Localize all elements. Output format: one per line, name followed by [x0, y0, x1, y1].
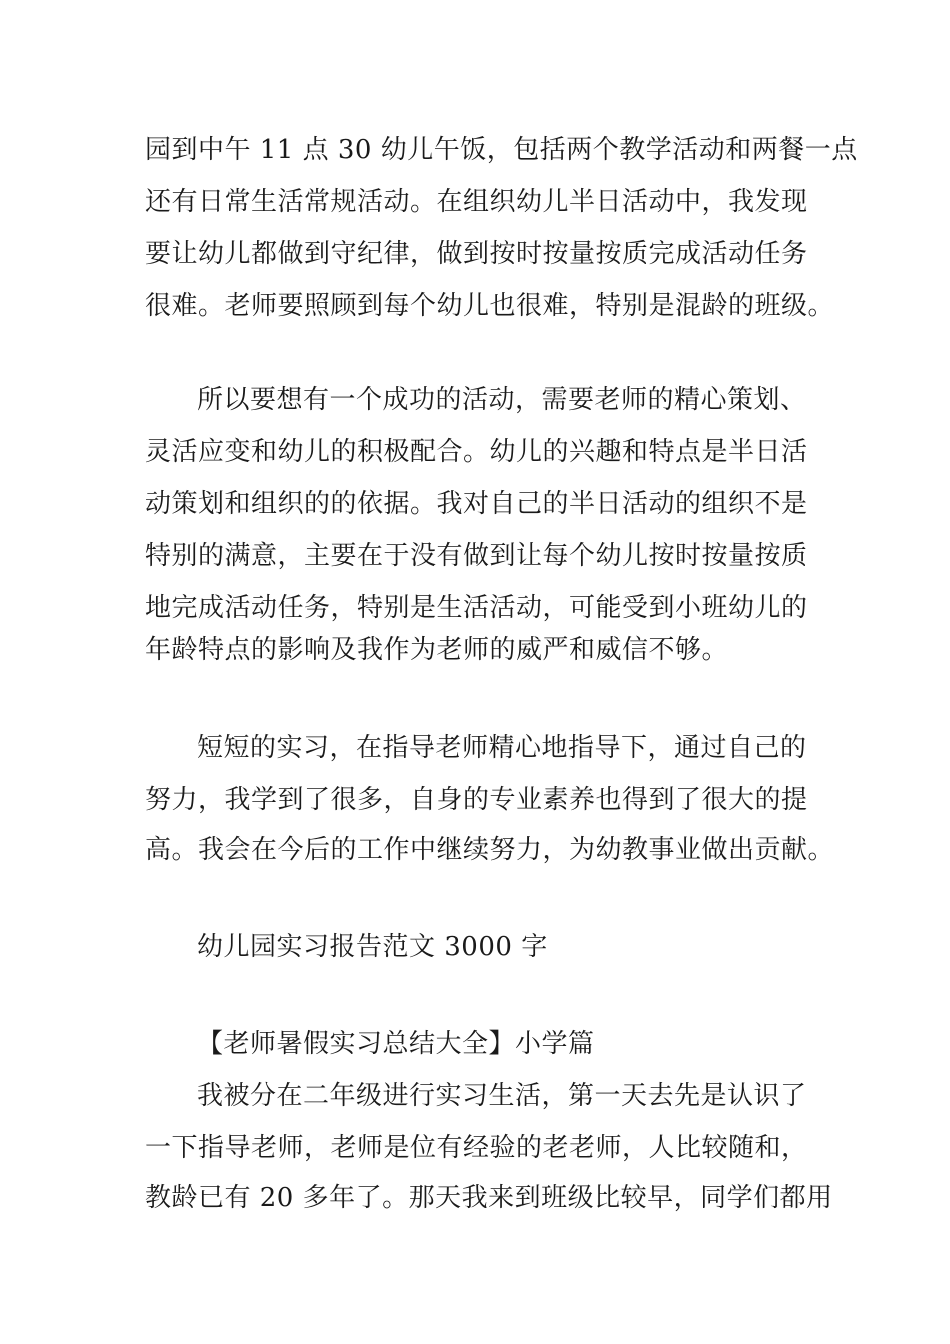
text-line: 特别的满意，主要在于没有做到让每个幼儿按时按量按质	[145, 541, 808, 571]
text-line: 教龄已有 20 多年了。那天我来到班级比较早，同学们都用	[145, 1183, 833, 1213]
text-line: 还有日常生活常规活动。在组织幼儿半日活动中，我发现	[145, 187, 808, 217]
text-line: 努力，我学到了很多，自身的专业素养也得到了很大的提	[145, 785, 808, 815]
text-line: 灵活应变和幼儿的积极配合。幼儿的兴趣和特点是半日活	[145, 437, 808, 467]
text-line: 一下指导老师，老师是位有经验的老老师，人比较随和，	[145, 1133, 808, 1163]
heading-line: 【老师暑假实习总结大全】小学篇	[197, 1029, 595, 1059]
text-line: 很难。老师要照顾到每个幼儿也很难，特别是混龄的班级。	[145, 291, 835, 321]
text-line: 高。我会在今后的工作中继续努力，为幼教事业做出贡献。	[145, 835, 835, 865]
heading-line: 幼儿园实习报告范文 3000 字	[197, 932, 548, 962]
text-line: 我被分在二年级进行实习生活，第一天去先是认识了	[197, 1081, 807, 1111]
text-line: 所以要想有一个成功的活动，需要老师的精心策划、	[197, 385, 807, 415]
text-line: 要让幼儿都做到守纪律，做到按时按量按质完成活动任务	[145, 239, 808, 269]
text-line: 地完成活动任务，特别是生活活动，可能受到小班幼儿的	[145, 593, 808, 623]
text-line: 年龄特点的影响及我作为老师的威严和威信不够。	[145, 635, 729, 665]
text-line: 动策划和组织的的依据。我对自己的半日活动的组织不是	[145, 489, 808, 519]
text-line: 园到中午 11 点 30 幼儿午饭，包括两个教学活动和两餐一点	[145, 135, 858, 165]
text-line: 短短的实习，在指导老师精心地指导下，通过自己的	[197, 733, 807, 763]
